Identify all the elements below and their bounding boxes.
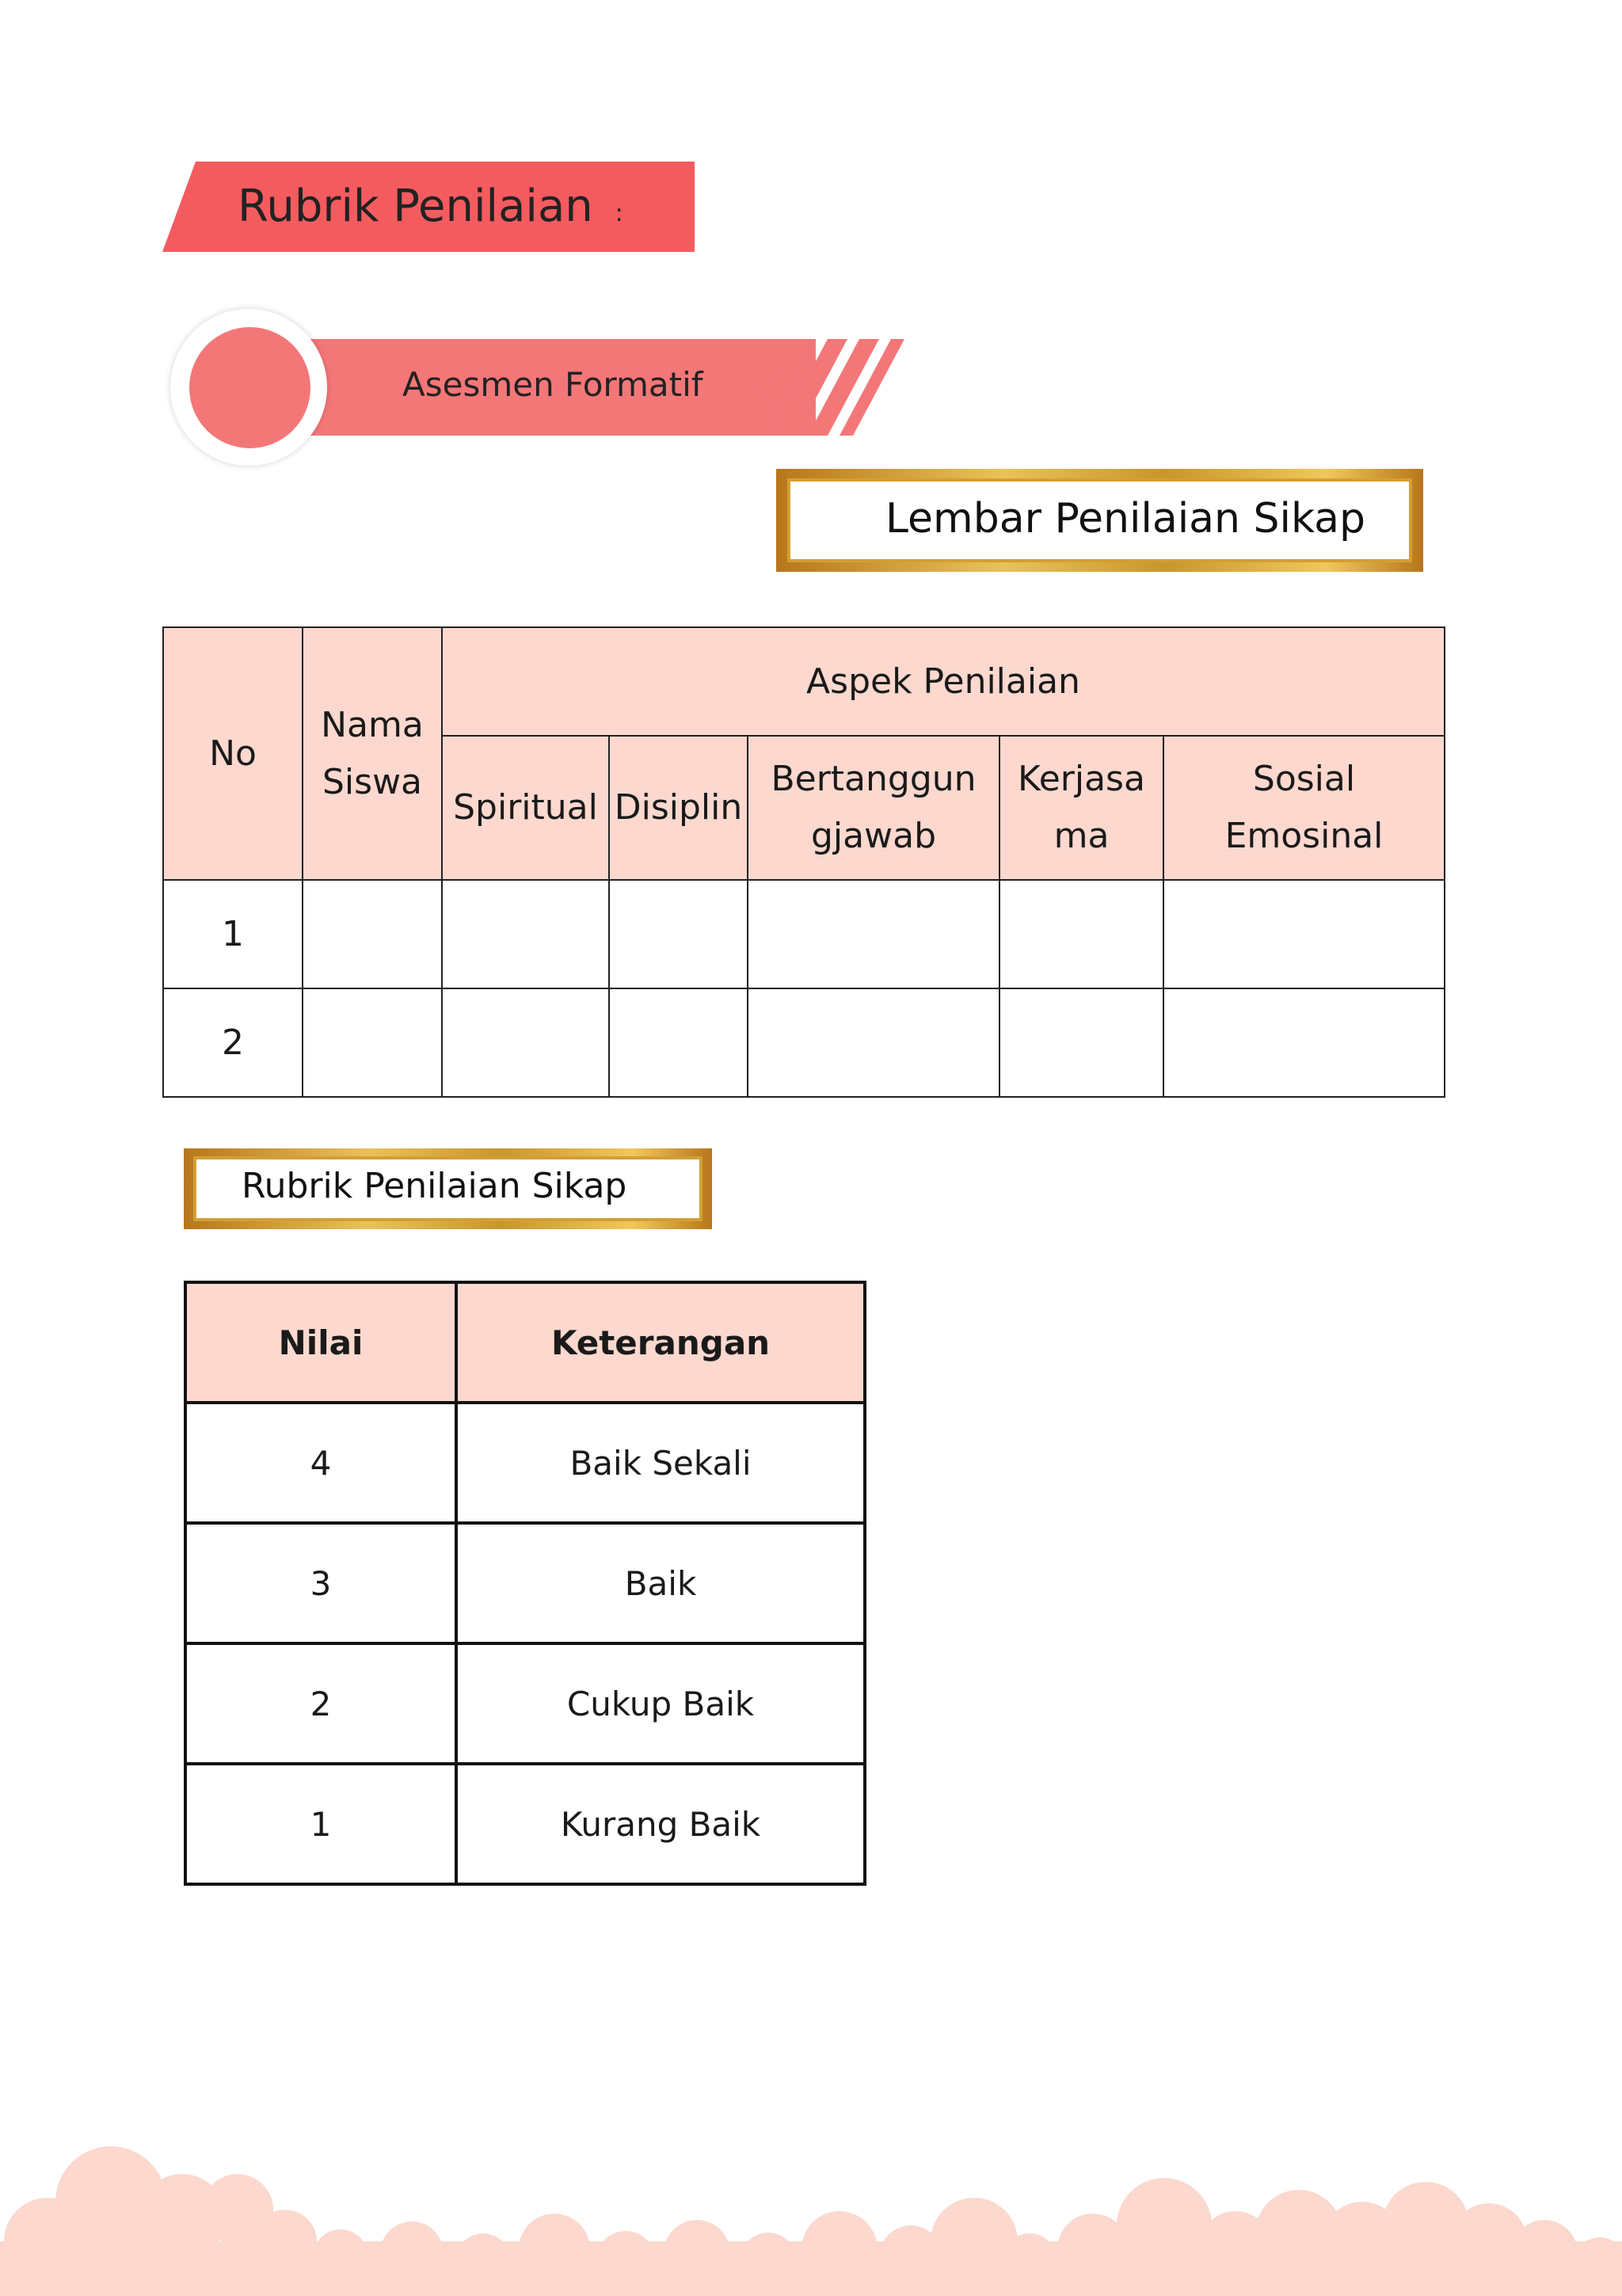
cell-nilai: 4 <box>185 1403 456 1523</box>
asesmen-circle <box>189 327 310 448</box>
cell-disiplin[interactable] <box>609 988 748 1097</box>
header-sosial-emosional <box>1163 736 1445 880</box>
header-bertanggung-line1: Bertanggun <box>771 759 977 799</box>
page-title-suffix: : <box>615 200 623 227</box>
header-disiplin: Disiplin <box>609 736 748 880</box>
cell-nilai: 1 <box>185 1764 456 1884</box>
rubrik-title: Rubrik Penilaian Sikap <box>242 1166 627 1206</box>
header-no: No <box>163 627 303 880</box>
cell-nilai: 2 <box>185 1643 456 1764</box>
header-bertanggung-line2: gjawab <box>811 816 936 856</box>
lembar-title: Lembar Penilaian Sikap <box>885 495 1366 543</box>
attitude-assessment-table <box>162 626 1445 1098</box>
cell-keterangan: Cukup Baik <box>456 1643 865 1764</box>
row-number: 2 <box>163 988 303 1097</box>
cell-spiritual[interactable] <box>442 988 609 1097</box>
table-row <box>185 1403 865 1523</box>
cell-keterangan: Baik Sekali <box>456 1403 865 1523</box>
stripes-decoration <box>737 339 904 436</box>
cell-kerjasama[interactable] <box>999 880 1163 988</box>
asesmen-label: Asesmen Formatif <box>402 365 703 404</box>
header-sosial-line1: Sosial <box>1252 759 1356 799</box>
header-nama-line2: Siswa <box>322 761 423 802</box>
header-nama-siswa <box>303 627 442 880</box>
header-sosial-line2: Emosinal <box>1224 816 1384 856</box>
header-kerjasama <box>999 736 1163 880</box>
cell-spiritual[interactable] <box>442 880 609 988</box>
header-keterangan: Keterangan <box>456 1282 865 1403</box>
header-nilai: Nilai <box>185 1282 456 1403</box>
table-row <box>163 880 1445 988</box>
cell-nama[interactable] <box>303 880 442 988</box>
cell-sosial-emosional[interactable] <box>1163 988 1445 1097</box>
cell-keterangan: Kurang Baik <box>456 1764 865 1884</box>
cell-disiplin[interactable] <box>609 880 748 988</box>
cell-sosial-emosional[interactable] <box>1163 880 1445 988</box>
header-nama-line1: Nama <box>321 704 424 745</box>
cell-bertanggungjawab[interactable] <box>748 880 999 988</box>
table-row <box>163 988 1445 1097</box>
page-title <box>238 179 623 242</box>
table-row <box>185 1523 865 1643</box>
header-aspek-penilaian: Aspek Penilaian <box>442 627 1445 736</box>
header-kerjasama-line1: Kerjasa <box>1018 759 1145 799</box>
table-row <box>185 1643 865 1764</box>
cell-keterangan: Baik <box>456 1523 865 1643</box>
cell-nama[interactable] <box>303 988 442 1097</box>
header-bertanggungjawab <box>748 736 999 880</box>
cloud-decoration <box>0 2123 1622 2296</box>
header-spiritual: Spiritual <box>442 736 609 880</box>
header-kerjasama-line2: ma <box>1053 816 1110 856</box>
row-number: 1 <box>163 880 303 988</box>
table-row <box>185 1764 865 1884</box>
cell-bertanggungjawab[interactable] <box>748 988 999 1097</box>
cell-kerjasama[interactable] <box>999 988 1163 1097</box>
cell-nilai: 3 <box>185 1523 456 1643</box>
rubric-table <box>184 1281 866 1886</box>
page-title-text: Rubrik Penilaian <box>238 181 593 232</box>
